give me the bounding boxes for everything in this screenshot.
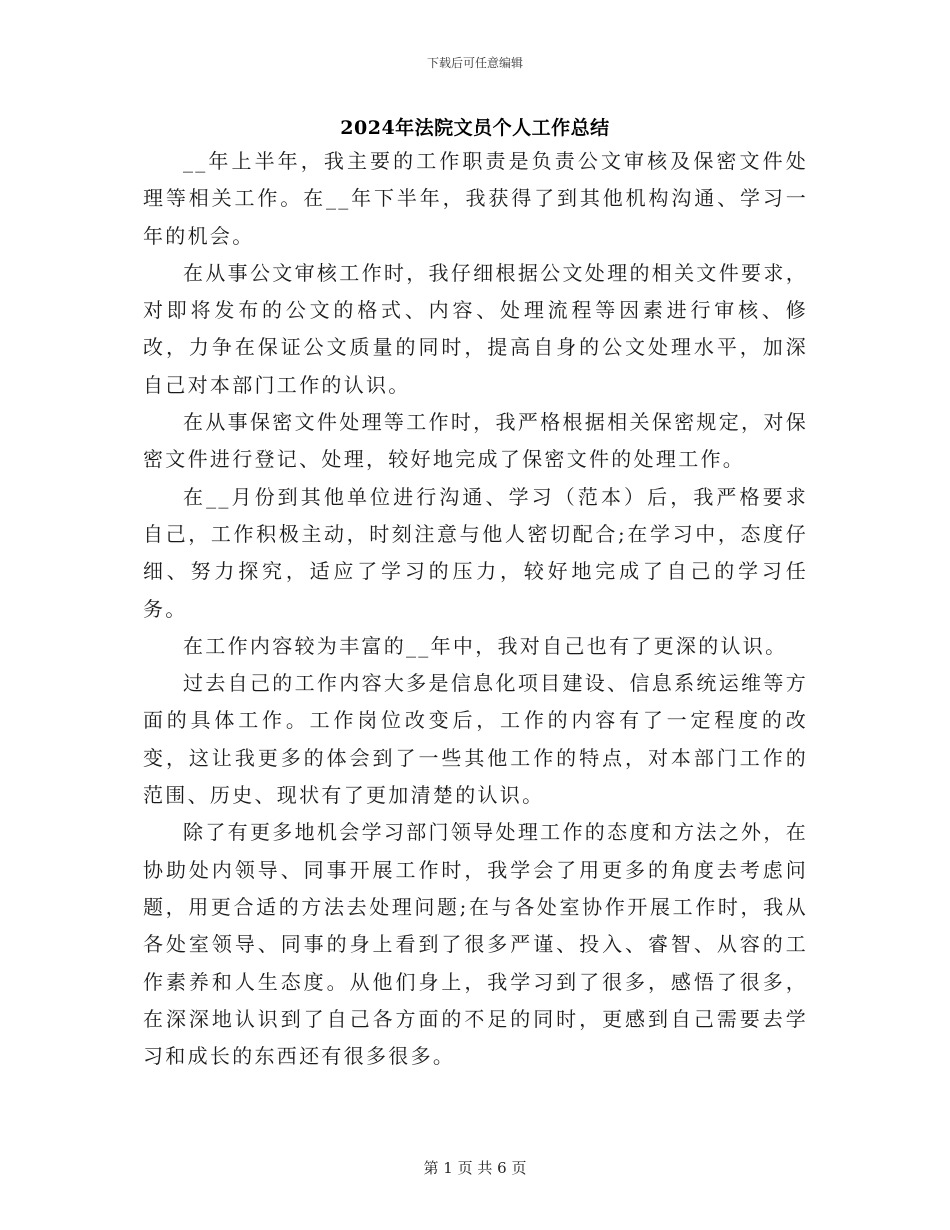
paragraph: 在从事公文审核工作时，我仔细根据公文处理的相关文件要求，对即将发布的公文的格式、内容、处理流程等因素进行审核、修改，力争在保证公文质量的同时，提高自身的公文处理水平，加深自己对本部门工作的认识。 <box>143 260 808 397</box>
paragraph: 在从事保密文件处理等工作时，我严格根据相关保密规定，对保密文件进行登记、处理，较好地完成了保密文件的处理工作。 <box>143 410 808 472</box>
paragraph: __年上半年，我主要的工作职责是负责公文审核及保密文件处理等相关工作。在__年下半年，我获得了到其他机构沟通、学习一年的机会。 <box>143 149 808 248</box>
document-body <box>143 143 808 1075</box>
page-number: 第 1 页 共 6 页 <box>423 1159 527 1177</box>
paragraph: 在__月份到其他单位进行沟通、学习（范本）后，我严格要求自己，工作积极主动，时刻注意与他人密切配合;在学习中，态度仔细、努力探究，适应了学习的压力，较好地完成了自己的学习任务。 <box>143 484 808 621</box>
page-header: 下载后可任意编辑 <box>426 56 523 70</box>
paragraph: 过去自己的工作内容大多是信息化项目建设、信息系统运维等方面的具体工作。工作岗位改变后，工作的内容有了一定程度的改变，这让我更多的体会到了一些其他工作的特点，对本部门工作的范围、历史、现状有了更加清楚的认识。 <box>143 671 808 808</box>
paragraph: 除了有更多地机会学习部门领导处理工作的态度和方法之外，在协助处内领导、同事开展工作时，我学会了用更多的角度去考虑问题，用更合适的方法去处理问题;在与各处室协作开展工作时，我从各处室领导、同事的身上看到了很多严谨、投入、睿智、从容的工作素养和人生态度。从他们身上，我学习到了很多，感悟了很多，在深深地认识到了自己各方面的不足的同时，更感到自己需要去学习和成长的东西还有很多很多。 <box>143 820 808 1069</box>
paragraph: 在工作内容较为丰富的__年中，我对自己也有了更深的认识。 <box>183 633 788 658</box>
document-title: 2024年法院文员个人工作总结 <box>340 117 610 139</box>
